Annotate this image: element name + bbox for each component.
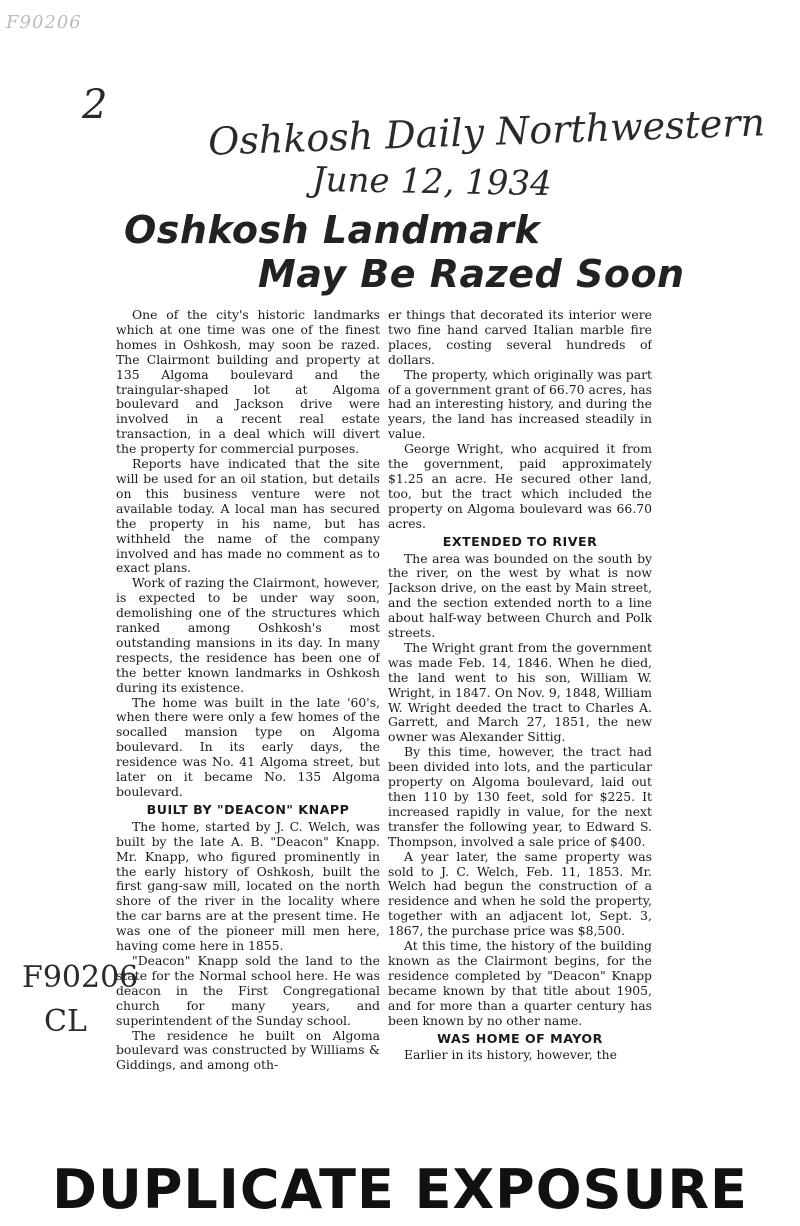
source-line-date: June 12, 1934 <box>311 159 553 205</box>
page-number: 2 <box>82 82 108 128</box>
article-paragraph: By this time, however, the tract had been divided into lots, and the particular property on Algoma boulevard, laid out then 110 by 130 feet, sold for $225. It increased rapidly in value, for the next transfer the following year, to Edward S. Thompson, involved a sale price of $400. <box>388 744 652 849</box>
file-code: F90206 <box>22 960 139 995</box>
article-paragraph: Earlier in its history, however, the <box>404 1047 617 1063</box>
article-paragraph: er things that decorated its interior were two fine hand carved Italian marble fire places, costing several hundreds of dollars. <box>388 308 652 367</box>
article-paragraph: The home, started by J. C. Welch, was built by the late A. B. "Deacon" Knapp. Mr. Knapp, who figured prominently in the early history of Oshkosh, built the first gang-saw mill, located on the north shore of the river in the locality where the car barns are at the present time. He was one of the pioneer mill men here, having come here in 1855. <box>116 818 380 954</box>
article-paragraph: The home was built in the late '60's, when there were only a few homes of the socalled mansion type on Algoma boulevard. In its early days, the residence was No. 41 Algoma street, but later on it became No. 135 Algoma boulevard. <box>116 694 380 799</box>
headline-line-1: Oshkosh Landmark <box>124 208 541 252</box>
section-heading: EXTENDED TO RIVER <box>442 533 598 549</box>
article-body <box>116 308 652 1160</box>
article-paragraph: The property, which originally was part of a government grant of 66.70 acres, has had an interesting history, and during the years, the land has increased steadily in value. <box>388 366 652 442</box>
article-paragraph: George Wright, who acquired it from the government, paid approximately $1.25 an acre. He secured other land, too, but the tract which included the property on Algoma boulevard was 66.70 acres. <box>388 441 652 531</box>
initials: CL <box>44 1004 87 1039</box>
source-line-publication: Oshkosh Daily Northwestern <box>207 100 766 164</box>
article-paragraph: The area was bounded on the south by the river, on the west by what is now Jackson drive, on the east by Main street, and the section extended north to a line about half-way between Church and Polk streets. <box>388 550 652 641</box>
headline-line-2: May Be Razed Soon <box>258 252 685 296</box>
left-column <box>116 308 380 1160</box>
article-paragraph: A year later, the same property was sold to J. C. Welch, Feb. 11, 1853. Mr. Welch had begun the construction of a residence and when he sold the property, together with an adjacent lot, Sept. 3, 1867, the purchase price was $8,500. <box>388 848 652 939</box>
article-paragraph: The Wright grant from the government was made Feb. 14, 1846. When he died, the land went to his son, William W. Wright, in 1847. On Nov. 9, 1848, William W. Wright deeded the tract to Charles A. Garrett, and March 27, 1851, the new owner was Alexander Sittig. <box>388 639 652 745</box>
article-paragraph: Reports have indicated that the site will be used for an oil station, but details on this business venture were not available today. A local man has secured the property in his name, but has withheld the name of the company involved and has made no comment as to exact plans. <box>116 456 380 576</box>
duplicate-exposure-stamp: DUPLICATE EXPOSURE <box>52 1158 748 1221</box>
article-paragraph: "Deacon" Knapp sold the land to the state for the Normal school here. He was deacon in the First Congregational church for many years, and superintendent of the Sunday school. <box>116 952 380 1028</box>
article-paragraph: One of the city's historic landmarks which at one time was one of the finest homes in Oshkosh, may soon be razed. The Clairmont building and property at 135 Algoma boulevard and the traingular-shaped lot at Algoma boulevard and Jackson drive were involved in a recent real estate transaction, in a deal which will divert the property for commercial purposes. <box>116 308 380 457</box>
article-paragraph: At this time, the history of the building known as the Clairmont begins, for the residence completed by "Deacon" Knapp became known by that title about 1905, and for more than a quarter century has been known by no other name. <box>388 938 652 1028</box>
section-heading: BUILT BY "DEACON" KNAPP <box>146 801 350 817</box>
article-paragraph: Work of razing the Clairmont, however, is expected to be under way soon, demolishing one of the structures which ranked among Oshkosh's most outstanding mansions in its day. In many respects, the residence has been one of the better known landmarks in Oshkosh during its existence. <box>116 575 380 695</box>
section-heading: WAS HOME OF MAYOR <box>437 1030 603 1046</box>
right-column <box>388 308 652 1160</box>
article-paragraph: The residence he built on Algoma boulevard was constructed by Williams & Giddings, and among oth- <box>116 1027 380 1073</box>
corner-note: F90206 <box>6 12 82 33</box>
